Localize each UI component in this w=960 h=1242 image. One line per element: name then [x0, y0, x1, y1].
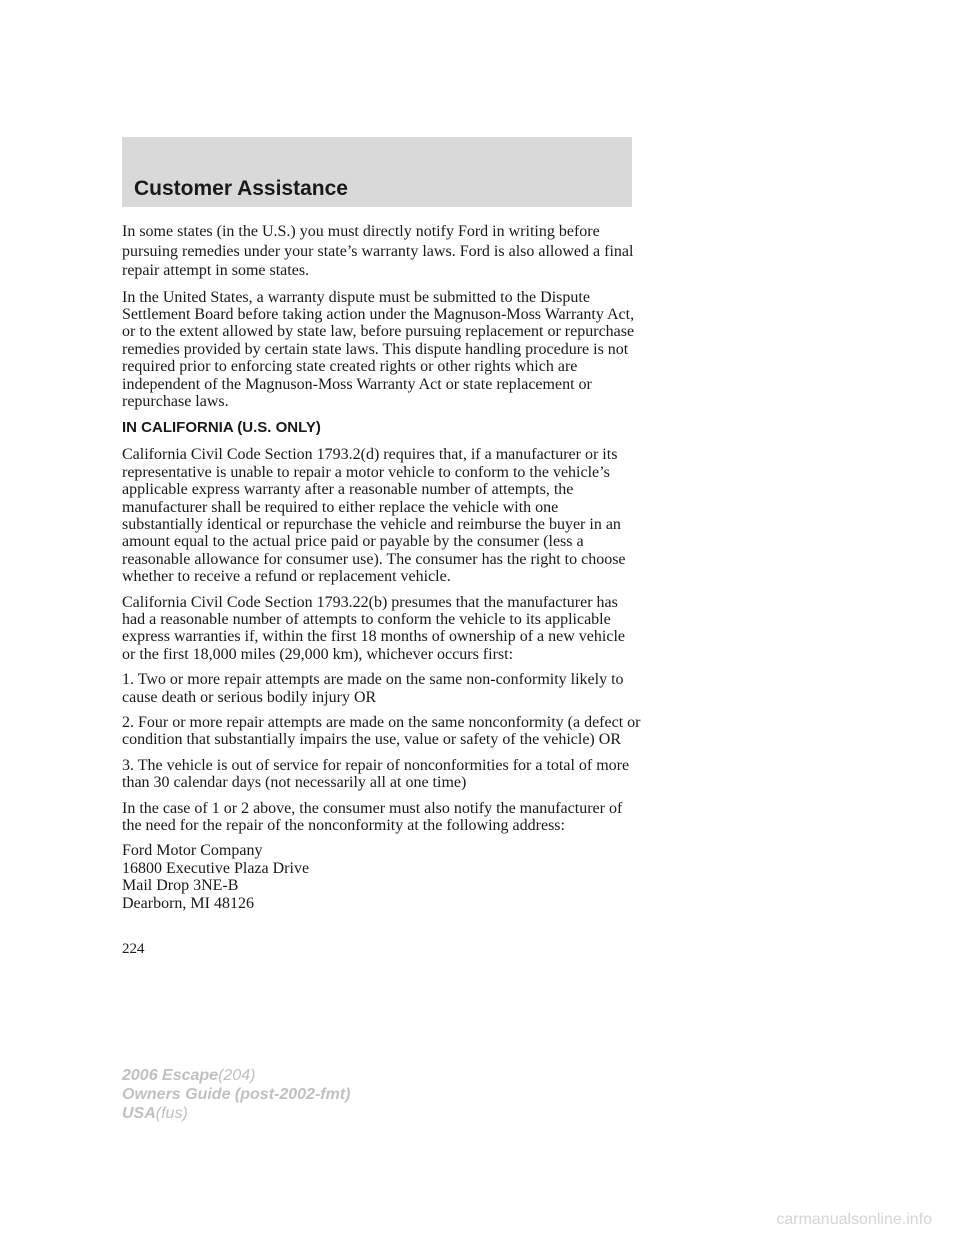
address-line: Mail Drop 3NE-B — [122, 877, 239, 895]
list-item-1: 1. Two or more repair attempts are made on the same non-conformity likely to cause death or serious bodily injury OR — [122, 671, 624, 706]
paragraph-civil-code-1793-2: California Civil Code Section 1793.2(d) requires that, if a manufacturer or its representative is unable to repair a motor vehicle to conform to the vehicle’s applicable express warranty after a reasonable number of attempts, the manufacturer shall be required to either replace the vehicle with one substantially identical or repurchase the vehicle and reimburse the buyer in an amount equal to the actual price paid or payable by the consumer (less a reasonable allowance for consumer use). The consumer has the right to choose whether to receive a refund or replacement vehicle. — [122, 446, 626, 586]
section-title: Customer Assistance — [134, 177, 348, 200]
address-line: Ford Motor Company — [122, 842, 263, 860]
page-number: 224 — [122, 941, 145, 957]
paragraph-dispute-board: In the United States, a warranty dispute must be submitted to the Dispute Settlement Board before taking action under the Magnuson-Moss Warranty Act, or to the extent allowed by state law, before pursuing replacement or repurchase remedies provided by certain state laws. This dispute handling procedure is not required prior to enforcing state created rights or other rights which are independent of the Magnuson-Moss Warranty Act or state replacement or repurchase laws. — [122, 288, 635, 410]
footer-market-code: (fus) — [155, 1105, 188, 1122]
heading-california: IN CALIFORNIA (U.S. ONLY) — [122, 419, 321, 437]
mailing-address — [122, 842, 642, 912]
address-line: 16800 Executive Plaza Drive — [122, 859, 310, 877]
footer-market: USA — [122, 1105, 156, 1122]
paragraph-notify-manufacturer: In the case of 1 or 2 above, the consumer must also notify the manufacturer of the need for the repair of the nonconformity at the following address: — [122, 799, 623, 835]
footer-market-line — [122, 1104, 350, 1123]
address-line: Dearborn, MI 48126 — [122, 894, 254, 912]
watermark: carmanualsonline.info — [776, 1211, 932, 1228]
footer-model: 2006 Escape — [122, 1067, 219, 1084]
footer-model-line — [122, 1066, 350, 1085]
section-header — [122, 137, 632, 207]
paragraph-notify-ford: In some states (in the U.S.) you must directly notify Ford in writing before pursuing remedies under your state’s warranty laws. Ford is also allowed a final repair attempt in some states. — [122, 223, 634, 279]
paragraph-civil-code-1793-22: California Civil Code Section 1793.22(b) presumes that the manufacturer has had a reasonable number of attempts to conform the vehicle to its applicable express warranties if, within the first 18 months of ownership of a new vehicle or the first 18,000 miles (29,000 km), whichever occurs first: — [122, 593, 625, 663]
footer-model-code: (204) — [218, 1067, 256, 1084]
list-item-2: 2. Four or more repair attempts are made on the same nonconformity (a defect or condition that substantially impairs the use, value or safety of the vehicle) OR — [122, 714, 641, 749]
page-content — [122, 222, 642, 912]
document-footer — [122, 1066, 350, 1123]
list-item-3: 3. The vehicle is out of service for repair of nonconformities for a total of more than 30 calendar days (not necessarily all at one time) — [122, 756, 630, 792]
footer-guide: Owners Guide (post-2002-fmt) — [122, 1086, 351, 1103]
